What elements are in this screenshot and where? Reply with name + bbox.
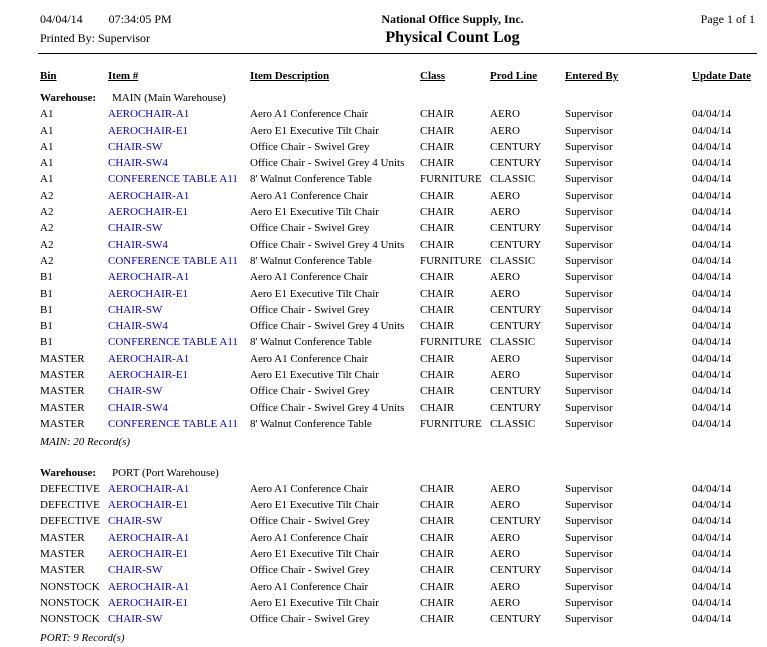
column-header-0: Bin (40, 70, 57, 82)
entered-by-cell: Supervisor (565, 336, 613, 349)
table-row (40, 171, 755, 187)
entered-by-cell: Supervisor (565, 499, 613, 512)
item-link[interactable]: CONFERENCE TABLE A11 (108, 336, 238, 349)
class-cell: FURNITURE (420, 336, 482, 349)
bin-cell: A2 (40, 254, 54, 267)
prodline-cell: AERO (490, 482, 520, 495)
item-description-cell: Aero A1 Conference Chair (250, 189, 369, 202)
bin-cell: A1 (40, 173, 54, 186)
column-header-6: Update Date (692, 70, 751, 82)
class-cell: CHAIR (420, 320, 455, 333)
item-description-cell: 8' Walnut Conference Table (250, 254, 372, 267)
item-description-cell: Office Chair - Swivel Grey 4 Units (250, 401, 405, 414)
table-row (40, 611, 755, 627)
entered-by-cell: Supervisor (565, 369, 613, 382)
item-link[interactable]: AEROCHAIR-E1 (108, 369, 189, 382)
bin-cell: A2 (40, 189, 54, 202)
entered-by-cell: Supervisor (565, 352, 613, 365)
table-row (40, 204, 755, 220)
entered-by-cell: Supervisor (565, 515, 613, 528)
item-description-cell: Office Chair - Swivel Grey (250, 515, 370, 528)
bin-cell: NONSTOCK (40, 580, 100, 593)
prodline-cell: CENTURY (490, 320, 542, 333)
item-link[interactable]: AEROCHAIR-E1 (108, 287, 189, 300)
item-description-cell: Office Chair - Swivel Grey (250, 303, 370, 316)
table-row (40, 546, 755, 562)
update-date-cell: 04/04/14 (692, 140, 732, 153)
item-link[interactable]: AEROCHAIR-E1 (108, 548, 189, 561)
class-cell: FURNITURE (420, 254, 482, 267)
entered-by-cell: Supervisor (565, 417, 613, 430)
class-cell: CHAIR (420, 287, 455, 300)
item-description-cell: Aero E1 Executive Tilt Chair (250, 499, 379, 512)
table-body (40, 90, 755, 646)
entered-by-cell: Supervisor (565, 596, 613, 609)
class-cell: CHAIR (420, 385, 455, 398)
prodline-cell: AERO (490, 124, 520, 137)
item-link[interactable]: AEROCHAIR-E1 (108, 206, 189, 219)
class-cell: CHAIR (420, 238, 455, 251)
item-description-cell: Aero A1 Conference Chair (250, 482, 369, 495)
update-date-cell: 04/04/14 (692, 287, 732, 300)
table-row (40, 383, 755, 399)
entered-by-cell: Supervisor (565, 320, 613, 333)
group-footer: PORT: 9 Record(s) (40, 631, 125, 644)
prodline-cell: CENTURY (490, 303, 542, 316)
item-description-cell: Office Chair - Swivel Grey (250, 140, 370, 153)
table-row (40, 106, 755, 122)
update-date-cell: 04/04/14 (692, 238, 732, 251)
class-cell: CHAIR (420, 613, 455, 626)
item-description-cell: Office Chair - Swivel Grey 4 Units (250, 320, 405, 333)
class-cell: CHAIR (420, 124, 455, 137)
item-link[interactable]: CONFERENCE TABLE A11 (108, 417, 238, 430)
table-row (40, 286, 755, 302)
class-cell: CHAIR (420, 369, 455, 382)
bin-cell: B1 (40, 303, 53, 316)
bin-cell: MASTER (40, 548, 85, 561)
prodline-cell: AERO (490, 369, 520, 382)
physical-count-table (40, 68, 755, 646)
bin-cell: A1 (40, 124, 54, 137)
class-cell: CHAIR (420, 596, 455, 609)
prodline-cell: CLASSIC (490, 336, 536, 349)
table-row (40, 497, 755, 513)
item-link[interactable]: CONFERENCE TABLE A11 (108, 173, 238, 186)
bin-cell: MASTER (40, 352, 85, 365)
item-link[interactable]: AEROCHAIR-A1 (108, 352, 190, 365)
update-date-cell: 04/04/14 (692, 564, 732, 577)
class-cell: CHAIR (420, 499, 455, 512)
class-cell: FURNITURE (420, 173, 482, 186)
printed-by: Printed By: Supervisor (40, 31, 150, 45)
item-description-cell: Aero E1 Executive Tilt Chair (250, 206, 379, 219)
column-header-1: Item # (108, 70, 139, 82)
update-date-cell: 04/04/14 (692, 613, 732, 626)
item-description-cell: Aero E1 Executive Tilt Chair (250, 596, 379, 609)
prodline-cell: CENTURY (490, 157, 542, 170)
update-date-cell: 04/04/14 (692, 417, 732, 430)
bin-cell: DEFECTIVE (40, 499, 100, 512)
entered-by-cell: Supervisor (565, 548, 613, 561)
report-datetime (40, 12, 255, 27)
entered-by-cell: Supervisor (565, 287, 613, 300)
table-row (40, 579, 755, 595)
entered-by-cell: Supervisor (565, 157, 613, 170)
table-row (40, 400, 755, 416)
entered-by-cell: Supervisor (565, 401, 613, 414)
prodline-cell: AERO (490, 499, 520, 512)
report-title: Physical Count Log (385, 29, 520, 46)
update-date-cell: 04/04/14 (692, 385, 732, 398)
column-header-3: Class (420, 70, 446, 82)
bin-cell: B1 (40, 271, 53, 284)
entered-by-cell: Supervisor (565, 531, 613, 544)
class-cell: CHAIR (420, 482, 455, 495)
bin-cell: MASTER (40, 369, 85, 382)
class-cell: CHAIR (420, 108, 455, 121)
prodline-cell: CENTURY (490, 515, 542, 528)
entered-by-cell: Supervisor (565, 140, 613, 153)
prodline-cell: AERO (490, 596, 520, 609)
update-date-cell: 04/04/14 (692, 352, 732, 365)
update-date-cell: 04/04/14 (692, 206, 732, 219)
item-description-cell: Office Chair - Swivel Grey 4 Units (250, 157, 405, 170)
table-row (40, 220, 755, 236)
update-date-cell: 04/04/14 (692, 482, 732, 495)
class-cell: CHAIR (420, 580, 455, 593)
item-description-cell: Aero E1 Executive Tilt Chair (250, 124, 379, 137)
entered-by-cell: Supervisor (565, 173, 613, 186)
table-row (40, 188, 755, 204)
prodline-cell: CENTURY (490, 222, 542, 235)
item-description-cell: Office Chair - Swivel Grey (250, 385, 370, 398)
table-row (40, 253, 755, 269)
table-row (40, 481, 755, 497)
item-link[interactable]: CHAIR-SW (108, 140, 163, 153)
entered-by-cell: Supervisor (565, 206, 613, 219)
table-row (40, 139, 755, 155)
bin-cell: B1 (40, 336, 53, 349)
update-date-cell: 04/04/14 (692, 369, 732, 382)
item-description-cell: 8' Walnut Conference Table (250, 173, 372, 186)
prodline-cell: CLASSIC (490, 417, 536, 430)
entered-by-cell: Supervisor (565, 108, 613, 121)
item-link[interactable]: CONFERENCE TABLE A11 (108, 254, 238, 267)
report-date: 04/04/14 (40, 12, 83, 26)
report-time: 07:34:05 PM (108, 12, 172, 26)
prodline-cell: CENTURY (490, 564, 542, 577)
bin-cell: MASTER (40, 385, 85, 398)
bin-cell: MASTER (40, 401, 85, 414)
item-link[interactable]: AEROCHAIR-E1 (108, 499, 189, 512)
warehouse-label: Warehouse: (40, 92, 97, 104)
item-link[interactable]: CHAIR-SW (108, 222, 163, 235)
bin-cell: A2 (40, 206, 54, 219)
class-cell: CHAIR (420, 352, 455, 365)
update-date-cell: 04/04/14 (692, 108, 732, 121)
entered-by-cell: Supervisor (565, 303, 613, 316)
item-link[interactable]: CHAIR-SW4 (108, 238, 168, 251)
bin-cell: B1 (40, 320, 53, 333)
warehouse-group-header (40, 465, 755, 481)
warehouse-label: Warehouse: (40, 466, 97, 479)
class-cell: CHAIR (420, 157, 455, 170)
warehouse-value: PORT (Port Warehouse) (112, 466, 219, 479)
prodline-cell: CENTURY (490, 401, 542, 414)
update-date-cell: 04/04/14 (692, 222, 732, 235)
table-row (40, 530, 755, 546)
entered-by-cell: Supervisor (565, 222, 613, 235)
table-row (40, 334, 755, 350)
bin-cell: A2 (40, 222, 54, 235)
update-date-cell: 04/04/14 (692, 271, 732, 284)
update-date-cell: 04/04/14 (692, 336, 732, 349)
class-cell: CHAIR (420, 531, 455, 544)
item-link[interactable]: AEROCHAIR-A1 (108, 271, 190, 284)
table-row (40, 269, 755, 285)
item-description-cell: Aero E1 Executive Tilt Chair (250, 369, 379, 382)
table-row (40, 351, 755, 367)
item-description-cell: Office Chair - Swivel Grey (250, 222, 370, 235)
prodline-cell: AERO (490, 287, 520, 300)
item-link[interactable]: CHAIR-SW (108, 303, 163, 316)
prodline-cell: CENTURY (490, 385, 542, 398)
prodline-cell: AERO (490, 271, 520, 284)
table-row (40, 123, 755, 139)
item-description-cell: Aero E1 Executive Tilt Chair (250, 548, 379, 561)
bin-cell: A1 (40, 157, 54, 170)
update-date-cell: 04/04/14 (692, 596, 732, 609)
entered-by-cell: Supervisor (565, 238, 613, 251)
prodline-cell: AERO (490, 108, 520, 121)
prodline-cell: AERO (490, 352, 520, 365)
item-description-cell: Aero A1 Conference Chair (250, 352, 369, 365)
update-date-cell: 04/04/14 (692, 189, 732, 202)
prodline-cell: CENTURY (490, 613, 542, 626)
item-link[interactable]: CHAIR-SW4 (108, 320, 168, 333)
update-date-cell: 04/04/14 (692, 303, 732, 316)
item-link[interactable]: AEROCHAIR-A1 (108, 108, 190, 121)
item-link[interactable]: CHAIR-SW (108, 385, 163, 398)
table-row (40, 595, 755, 611)
prodline-cell: CENTURY (490, 238, 542, 251)
entered-by-cell: Supervisor (565, 482, 613, 495)
class-cell: CHAIR (420, 140, 455, 153)
report-header-line1 (0, 12, 767, 27)
item-link[interactable]: AEROCHAIR-A1 (108, 531, 190, 544)
warehouse-group-header (40, 90, 755, 106)
prodline-cell: AERO (490, 548, 520, 561)
item-link[interactable]: AEROCHAIR-A1 (108, 482, 190, 495)
update-date-cell: 04/04/14 (692, 320, 732, 333)
class-cell: CHAIR (420, 222, 455, 235)
entered-by-cell: Supervisor (565, 271, 613, 284)
item-link[interactable]: AEROCHAIR-A1 (108, 189, 190, 202)
column-header-4: Prod Line (490, 70, 538, 82)
prodline-cell: AERO (490, 189, 520, 202)
class-cell: CHAIR (420, 548, 455, 561)
update-date-cell: 04/04/14 (692, 254, 732, 267)
item-description-cell: Aero A1 Conference Chair (250, 580, 369, 593)
class-cell: CHAIR (420, 401, 455, 414)
item-link[interactable]: CHAIR-SW (108, 564, 163, 577)
item-description-cell: Aero A1 Conference Chair (250, 271, 369, 284)
bin-cell: MASTER (40, 531, 85, 544)
table-row (40, 318, 755, 334)
table-row (40, 513, 755, 529)
class-cell: FURNITURE (420, 417, 482, 430)
warehouse-value: MAIN (Main Warehouse) (112, 92, 226, 104)
bin-cell: DEFECTIVE (40, 515, 100, 528)
table-row (40, 237, 755, 253)
item-description-cell: Aero A1 Conference Chair (250, 531, 369, 544)
entered-by-cell: Supervisor (565, 254, 613, 267)
table-row (40, 562, 755, 578)
update-date-cell: 04/04/14 (692, 499, 732, 512)
item-description-cell: 8' Walnut Conference Table (250, 336, 372, 349)
update-date-cell: 04/04/14 (692, 401, 732, 414)
bin-cell: A1 (40, 108, 54, 121)
bin-cell: DEFECTIVE (40, 482, 100, 495)
item-description-cell: Aero A1 Conference Chair (250, 108, 369, 121)
bin-cell: NONSTOCK (40, 596, 100, 609)
update-date-cell: 04/04/14 (692, 173, 732, 186)
entered-by-cell: Supervisor (565, 613, 613, 626)
update-date-cell: 04/04/14 (692, 124, 732, 137)
item-description-cell: Office Chair - Swivel Grey 4 Units (250, 238, 405, 251)
table-row (40, 302, 755, 318)
header-divider (38, 53, 757, 54)
item-description-cell: Office Chair - Swivel Grey (250, 564, 370, 577)
item-link[interactable]: AEROCHAIR-A1 (108, 580, 190, 593)
company-name: National Office Supply, Inc. (381, 12, 524, 26)
class-cell: CHAIR (420, 189, 455, 202)
page-number: Page 1 of 1 (700, 12, 755, 26)
entered-by-cell: Supervisor (565, 189, 613, 202)
prodline-cell: CLASSIC (490, 254, 536, 267)
update-date-cell: 04/04/14 (692, 157, 732, 170)
entered-by-cell: Supervisor (565, 124, 613, 137)
update-date-cell: 04/04/14 (692, 515, 732, 528)
table-row (40, 155, 755, 171)
entered-by-cell: Supervisor (565, 580, 613, 593)
item-description-cell: Aero E1 Executive Tilt Chair (250, 287, 379, 300)
item-description-cell: 8' Walnut Conference Table (250, 417, 372, 430)
entered-by-cell: Supervisor (565, 564, 613, 577)
prodline-cell: CLASSIC (490, 173, 536, 186)
item-link[interactable]: AEROCHAIR-E1 (108, 596, 189, 609)
update-date-cell: 04/04/14 (692, 580, 732, 593)
column-header-2: Item Description (250, 70, 330, 82)
bin-cell: MASTER (40, 417, 85, 430)
prodline-cell: CENTURY (490, 140, 542, 153)
item-link[interactable]: CHAIR-SW4 (108, 401, 168, 414)
bin-cell: B1 (40, 287, 53, 300)
item-link[interactable]: CHAIR-SW (108, 515, 163, 528)
item-link[interactable]: CHAIR-SW4 (108, 157, 168, 170)
column-header-5: Entered By (565, 70, 619, 82)
class-cell: CHAIR (420, 564, 455, 577)
class-cell: CHAIR (420, 515, 455, 528)
update-date-cell: 04/04/14 (692, 531, 732, 544)
table-header-row (40, 68, 755, 84)
group-footer: MAIN: 20 Record(s) (40, 436, 131, 449)
class-cell: CHAIR (420, 271, 455, 284)
update-date-cell: 04/04/14 (692, 548, 732, 561)
bin-cell: NONSTOCK (40, 613, 100, 626)
table-row (40, 367, 755, 383)
bin-cell: A1 (40, 140, 54, 153)
report-header-line2 (0, 27, 767, 47)
class-cell: CHAIR (420, 206, 455, 219)
bin-cell: MASTER (40, 564, 85, 577)
prodline-cell: AERO (490, 206, 520, 219)
bin-cell: A2 (40, 238, 54, 251)
prodline-cell: AERO (490, 580, 520, 593)
prodline-cell: AERO (490, 531, 520, 544)
entered-by-cell: Supervisor (565, 385, 613, 398)
class-cell: CHAIR (420, 303, 455, 316)
table-row (40, 416, 755, 432)
item-link[interactable]: AEROCHAIR-E1 (108, 124, 189, 137)
item-description-cell: Office Chair - Swivel Grey (250, 613, 370, 626)
item-link[interactable]: CHAIR-SW (108, 613, 163, 626)
